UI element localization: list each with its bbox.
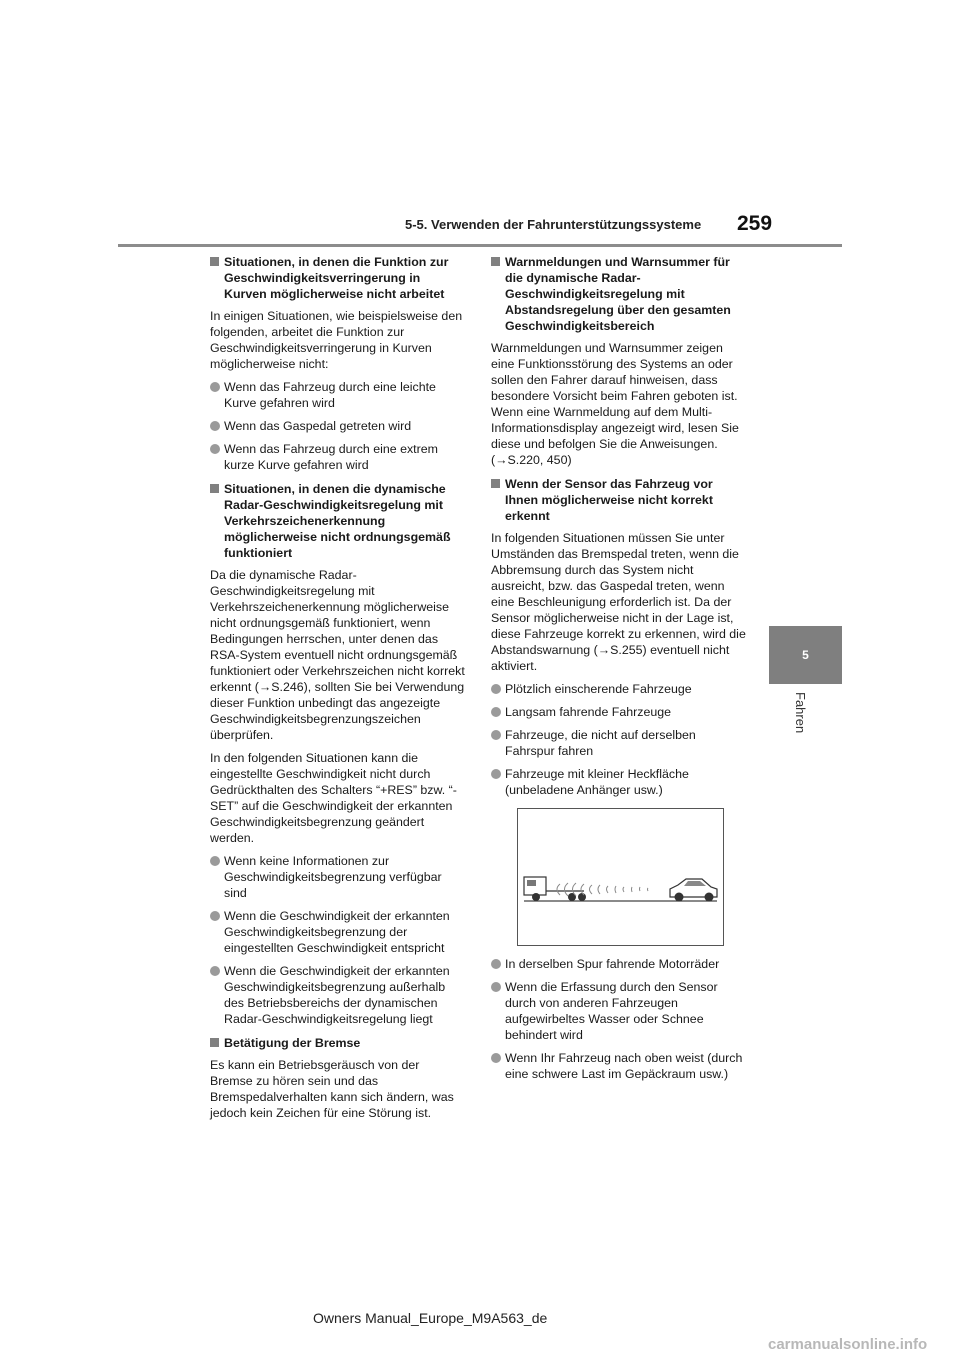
square-bullet-icon [491, 257, 500, 266]
paragraph: In einigen Situationen, wie beispielsweise den folgenden, arbeitet die Funktion zur Geschwindigkeitsverringerung in Kurven möglicherweise nicht: [210, 309, 463, 371]
section-heading: Wenn der Sensor das Fahrzeug vor Ihnen möglicherweise nicht korrekt erkennt [491, 476, 746, 524]
circle-bullet-icon [210, 382, 220, 392]
list-item: Wenn das Fahrzeug durch eine extrem kurze Kurve gefahren wird [210, 441, 465, 473]
header-rule [118, 244, 842, 247]
square-bullet-icon [491, 479, 500, 488]
circle-bullet-icon [491, 1053, 501, 1063]
circle-bullet-icon [210, 444, 220, 454]
list-item: Wenn Ihr Fahrzeug nach oben weist (durch eine schwere Last im Gepäckraum usw.) [491, 1050, 746, 1082]
list-item: Wenn keine Informationen zur Geschwindigkeitsbegrenzung verfügbar sind [210, 853, 465, 901]
list-item: Wenn die Geschwindigkeit der erkannten Geschwindigkeitsbegrenzung der eingestellten Geschwindigkeit entspricht [210, 908, 465, 956]
circle-bullet-icon [210, 911, 220, 921]
list-item: Wenn das Gaspedal getreten wird [210, 418, 465, 434]
footer-document-id: Owners Manual_Europe_M9A563_de [313, 1310, 548, 1326]
list-item: Plötzlich einscherende Fahrzeuge [491, 681, 746, 697]
list-item: Fahrzeuge, die nicht auf derselben Fahrspur fahren [491, 727, 746, 759]
section-heading: Betätigung der Bremse [210, 1035, 465, 1051]
left-column [210, 254, 465, 1129]
list-item: Fahrzeuge mit kleiner Heckfläche (unbeladene Anhänger usw.) [491, 766, 746, 798]
list-item: Wenn die Erfassung durch den Sensor durch von anderen Fahrzeugen aufgewirbeltes Wasser oder Schnee behindert wird [491, 979, 746, 1043]
section-sensor-detection [491, 476, 746, 1082]
list-item: In derselben Spur fahrende Motorräder [491, 956, 746, 972]
circle-bullet-icon [491, 730, 501, 740]
page-number: 259 [737, 212, 773, 235]
paragraph: In den folgenden Situationen kann die eingestellte Geschwindigkeit nicht durch Gedrückthalten des Schalters “+RES” bzw. “-SET” auf die Geschwindigkeit der erkannten Geschwindigkeitsbegrenzung geändert werden. [210, 751, 457, 845]
trailer-car-illustration [518, 809, 723, 945]
section-header: 5-5. Verwenden der Fahrunterstützungssysteme [405, 217, 702, 232]
paragraph: Es kann ein Betriebsgeräusch von der Bremse zu hören sein und das Bremspedalverhalten kann sich ändern, was jedoch kein Zeichen für eine Störung ist. [210, 1058, 454, 1120]
list-item: Wenn das Fahrzeug durch eine leichte Kurve gefahren wird [210, 379, 465, 411]
list-item: Wenn die Geschwindigkeit der erkannten Geschwindigkeitsbegrenzung außerhalb des Betriebsbereichs der dynamischen Radar-Geschwindigkeitsregelung liegt [210, 963, 465, 1027]
section-warnings [491, 254, 746, 468]
paragraph: Da die dynamische Radar-Geschwindigkeitsregelung mit Verkehrszeichenerkennung möglicherweise nicht ordnungsgemäß funktioniert, wenn Bedingungen herrschen, unter denen das RSA-System eventuell nicht ordnungsgemäß funktioniert oder Verkehrszeichen nicht korrekt erkennt (→S.246), sollten Sie bei Verwendung dieser Funktion unbedingt das angezeigte Geschwindigkeitsbegrenzungszeichen überprüfen. [210, 568, 465, 742]
circle-bullet-icon [491, 707, 501, 717]
section-heading: Warnmeldungen und Warnsummer für die dynamische Radar-Geschwindigkeitsregelung mit Abstandsregelung über den gesamten Geschwindigkeitsbereich [491, 254, 746, 334]
section-heading: Situationen, in denen die Funktion zur Geschwindigkeitsverringerung in Kurven möglicherweise nicht arbeitet [210, 254, 465, 302]
circle-bullet-icon [491, 982, 501, 992]
paragraph: Warnmeldungen und Warnsummer zeigen eine Funktionsstörung des Systems an oder sollen den Fahrer darauf hinweisen, dass besondere Vorsicht beim Fahren geboten ist. Wenn eine Warnmeldung auf dem Multi-Informationsdisplay angezeigt wird, lesen Sie diese und befolgen Sie die Anweisungen. (→S.220, 450) [491, 341, 739, 467]
circle-bullet-icon [491, 959, 501, 969]
chapter-label: Fahren [793, 692, 808, 734]
circle-bullet-icon [210, 856, 220, 866]
paragraph: In folgenden Situationen müssen Sie unter Umständen das Bremspedal treten, wenn die Abbremsung durch das System nicht ausreicht, bzw. das Gaspedal treten, wenn eine Beschleunigung erforderlich ist. Da der Sensor möglicherweise nicht in der Lage ist, diese Fahrzeuge korrekt zu erkennen, wird die Abstandswarnung (→S.255) eventuell nicht aktiviert. [491, 531, 746, 673]
circle-bullet-icon [210, 421, 220, 431]
square-bullet-icon [210, 1038, 219, 1047]
circle-bullet-icon [491, 769, 501, 779]
section-sign-recognition [210, 481, 465, 1027]
square-bullet-icon [210, 484, 219, 493]
illustration-trailer-sensor [517, 808, 724, 946]
section-curve-deceleration [210, 254, 465, 473]
section-brake-operation [210, 1035, 465, 1121]
square-bullet-icon [210, 257, 219, 266]
list-item: Langsam fahrende Fahrzeuge [491, 704, 746, 720]
chapter-tab[interactable]: 5 [769, 626, 842, 684]
circle-bullet-icon [210, 966, 220, 976]
section-heading: Situationen, in denen die dynamische Radar-Geschwindigkeitsregelung mit Verkehrszeichenerkennung möglicherweise nicht ordnungsgemäß funktioniert [210, 481, 465, 561]
right-column [491, 254, 746, 1090]
site-watermark: carmanualsonline.info [768, 1336, 928, 1353]
circle-bullet-icon [491, 684, 501, 694]
